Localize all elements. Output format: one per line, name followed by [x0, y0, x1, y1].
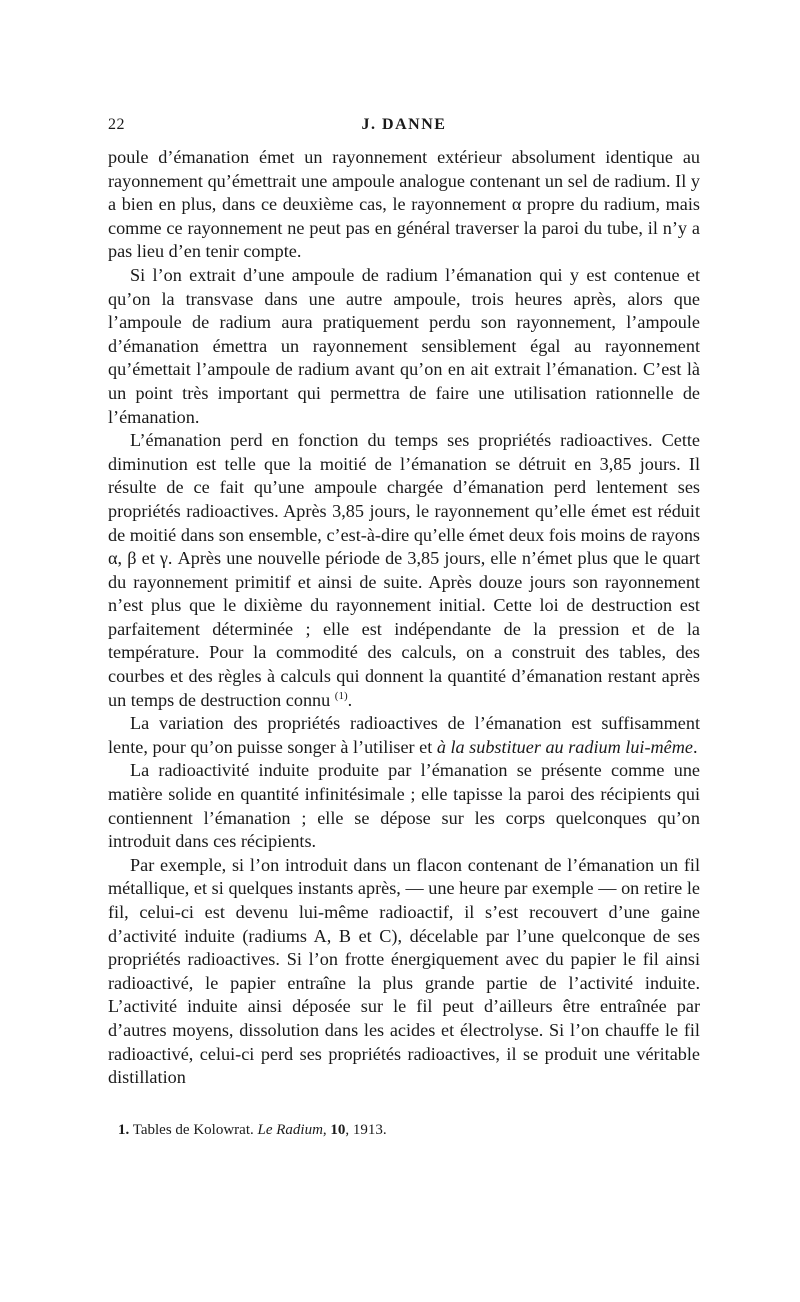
italic-phrase: à la substituer au radium lui-même	[436, 736, 693, 757]
footnote: 1. Tables de Kolowrat. Le Radium, 10, 1913.	[118, 1122, 387, 1138]
running-title: J. DANNE	[361, 116, 447, 133]
paragraph	[108, 712, 700, 759]
paragraph-text: L’émanation perd en fonction du temps ses propriétés radioactives. Cette diminution est telle que la moitié de l’émanation se détruit en 3,85 jours. Il résulte de ce fait qu’une ampoule chargée d’émanation perd lentement ses propriétés radioactives. Après 3,85 jours, le rayonnement qu’elle émet est réduit de moitié dans son ensemble, c’est-à-dire qu’elle émet deux fois moins de rayons α, β et γ. Après une nouvelle période de 3,85 jours, elle n’émet plus que le quart du rayonnement primitif et ainsi de suite. Après douze jours son rayonnement n’est plus que le dixième du rayonnement initial. Cette loi de destruction est parfaitement déterminée ; elle est indépendante de la pression et de la température. Pour la commodité des calculs, on a construit des tables, des courbes et des règles à calculs qui donnent la quantité d’émanation restant après un temps de destruction connu	[108, 430, 700, 710]
page-number: 22	[108, 116, 125, 133]
footnote-number: 1.	[118, 1122, 130, 1138]
footnote-volume: 10	[330, 1122, 346, 1138]
paragraph	[108, 854, 700, 1090]
footnote-reference[interactable]: (1)	[334, 689, 348, 702]
footnote-journal: Le Radium	[257, 1122, 323, 1138]
paragraph-text: Par exemple, si l’on introduit dans un flacon contenant de l’émanation un fil métallique, et si quelques instants après, — une heure par exemple — on retire le fil, celui-ci est devenu lui-même radioactif, il s’est recouvert d’une gaine d’activité induite (radiums A, B et C), décelable par l’une quelconque de ses propriétés radioactives. Si l’on frotte énergiquement avec du papier le fil ainsi radioactivé, le papier entraîne la plus grande partie de l’activité induite. L’activité induite ainsi déposée sur le fil peut d’ailleurs être entraînée par d’autres moyens, dissolution dans les acides et électrolyse. Si l’on chauffe le fil radioactivé, celui-ci perd ses propriétés radioactives, il se produit une véritable distillation	[108, 854, 700, 1088]
paragraph	[108, 759, 700, 853]
paragraph	[108, 429, 700, 712]
paragraph-tail: .	[692, 736, 698, 757]
paragraph-text: La variation des propriétés radioactives de l’émanation est suffisamment lente, pour qu’on puisse songer à l’utiliser et	[108, 713, 700, 757]
paragraph-text: Si l’on extrait d’une ampoule de radium l’émanation qui y est contenue et qu’on la transvase dans une autre ampoule, trois heures après, alors que l’ampoule de radium aura pratiquement perdu son rayonnement, l’ampoule d’émanation émettra un rayonnement sensiblement égal au rayonnement qu’émettait l’ampoule de radium avant qu’on en ait extrait l’émanation. C’est là un point très important qui permettra de faire une utilisation rationnelle de l’émanation.	[108, 264, 700, 427]
paragraph-text: poule d’émanation émet un rayonnement extérieur absolument identique au rayonnement qu’émettrait une ampoule analogue contenant un sel de radium. Il y a bien en plus, dans ce deuxième cas, le rayonnement α propre du radium, mais comme ce rayonnement ne peut pas en général traverser la paroi du tube, il n’y a pas lieu d’en tenir compte.	[108, 147, 700, 262]
body-text	[108, 146, 700, 1090]
footnote-text: Tables de Kolowrat.	[132, 1122, 254, 1138]
running-head	[108, 116, 700, 140]
paragraph-text: La radioactivité induite produite par l’émanation se présente comme une matière solide en quantité infinitésimale ; elle tapisse la paroi des récipients qui contiennent l’émanation ; elle se dépose sur les corps quelconques qu’on introduit dans ces récipients.	[108, 760, 700, 852]
paragraph-continued	[108, 146, 700, 264]
paragraph	[108, 264, 700, 429]
footnote-year: 1913.	[352, 1122, 387, 1138]
paragraph-tail: .	[347, 689, 353, 710]
